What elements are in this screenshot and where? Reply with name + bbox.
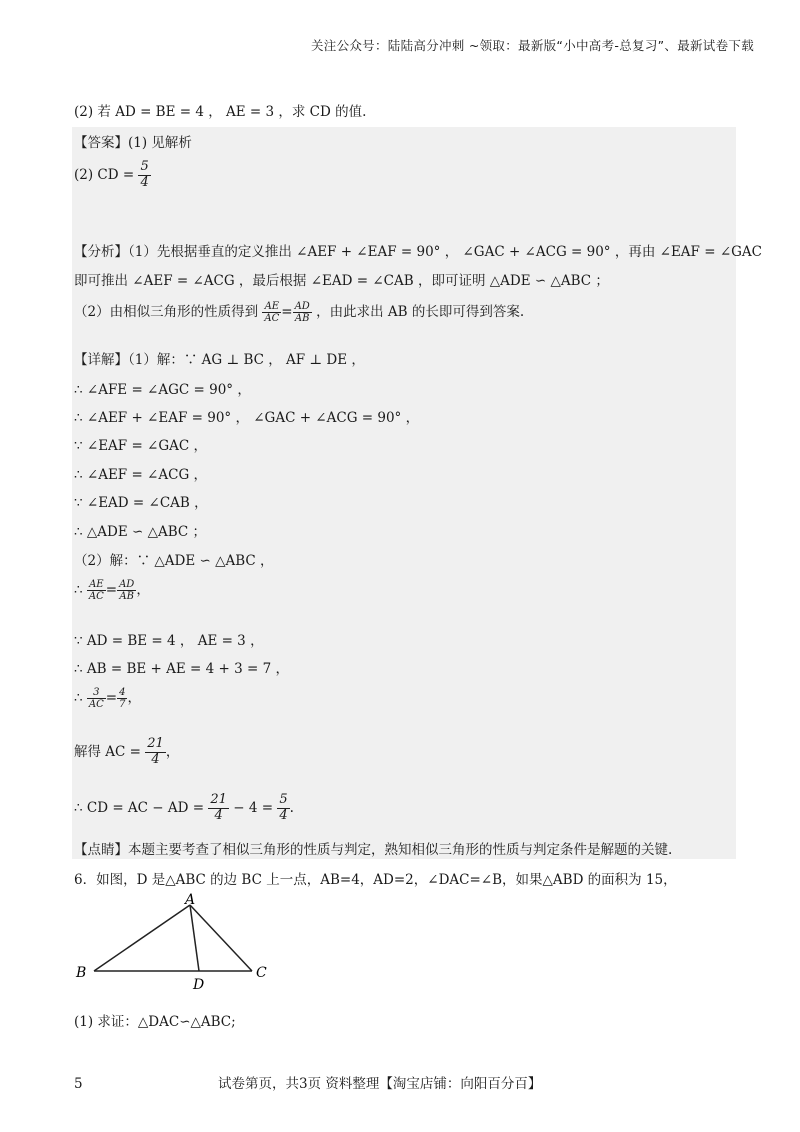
analysis-line-2: 即可推出 ∠AEF = ∠ACG ，最后根据 ∠EAD = ∠CAB ，即可证明 △ADE ∽ △ABC ； [74,273,609,289]
segment-ad [190,905,199,971]
fraction: $\frac{21}{4}$ [210,792,227,823]
segment-ab [94,905,190,971]
detail-line-10: ∵ AD = BE = 4 ， AE = 3 ， [74,633,264,649]
fraction: $\frac{AD}{AB}$ [119,578,135,602]
fraction: $\frac{AE}{AC}$ [88,578,104,602]
detail-line-8: （2）解：∵ △ADE ∽ △ABC ， [74,553,274,569]
detail-line-1: 【详解】（1）解：∵ AG ⊥ BC ， AF ⊥ DE ， [74,352,365,368]
vertex-label-b: B [76,965,87,981]
fraction: $\frac{4}{7}$ [119,686,126,710]
detail-line-12: ∴ $\frac{3}{AC}$ = $\frac{4}{7}$ ， [74,686,141,710]
question-6-part-1: (1) 求证：△DAC∽△ABC; [74,1014,236,1030]
fraction: $\frac{21}{4}$ [147,736,164,767]
key-point: 【点睛】本题主要考查了相似三角形的性质与判定，熟知相似三角形的性质与判定条件是解题的关键. [74,842,673,858]
detail-line-5: ∴ ∠AEF = ∠ACG ， [74,467,208,483]
page-number: 5 [74,1076,83,1092]
fraction: $\frac{3}{AC}$ [88,686,104,710]
detail-line-4: ∵ ∠EAF = ∠GAC ， [74,438,208,454]
triangle-figure [72,893,282,993]
vertex-label-c: C [256,965,267,981]
analysis-line-3: （2）由相似三角形的性质得到 $\frac{AE}{AC}$ = $\frac{AD}{AB}$ ，由此求出 AB 的长即可得到答案. [74,300,525,324]
detail-line-2: ∴ ∠AFE = ∠AGC = 90° ， [74,382,251,398]
question-6: 6．如图，D 是△ABC 的边 BC 上一点，AB=4，AD=2，∠DAC=∠B，如果△ABD 的面积为 15， [74,872,677,888]
fraction: $\frac{AE}{AC}$ [264,300,280,324]
fraction: $\frac{5}{4}$ [140,159,149,190]
fraction: $\frac{AD}{AB}$ [294,300,310,324]
answer-2 [74,160,151,191]
vertex-label-d: D [193,977,205,993]
page-header: 关注公众号：陆陆高分冲刺 ~领取：最新版“小中高考-总复习”、最新试卷下载 [310,38,754,53]
detail-line-14: ∴ CD = AC − AD = $\frac{21}{4}$ − 4 = $\frac{5}{4}$ . [74,792,294,823]
segment-ac [190,905,252,971]
question-2: (2) 若 AD = BE = 4 ， AE = 3 ，求 CD 的值. [74,104,367,120]
detail-line-9: ∴ $\frac{AE}{AC}$ = $\frac{AD}{AB}$ ， [74,578,150,602]
answer-2-text: (2) CD = [74,166,135,183]
answer-label: 【答案】(1) 见解析 [74,135,192,151]
vertex-label-a: A [185,893,196,908]
footer-text: 试卷第页，共3页 资料整理【淘宝店铺：向阳百分百】 [218,1076,542,1092]
detail-line-11: ∴ AB = BE + AE = 4 + 3 = 7 ， [74,661,289,677]
fraction: $\frac{5}{4}$ [279,792,288,823]
analysis-line-1: 【分析】（1）先根据垂直的定义推出 ∠AEF + ∠EAF = 90° ， ∠GAC + ∠ACG = 90° ，再由 ∠EAF = ∠GAC [74,244,762,260]
detail-line-13: 解得 AC = $\frac{21}{4}$ ， [74,736,180,767]
detail-line-6: ∵ ∠EAD = ∠CAB ， [74,495,208,511]
detail-line-3: ∴ ∠AEF + ∠EAF = 90° ， ∠GAC + ∠ACG = 90° ， [74,410,420,426]
detail-line-7: ∴ △ADE ∽ △ABC ； [74,524,207,540]
